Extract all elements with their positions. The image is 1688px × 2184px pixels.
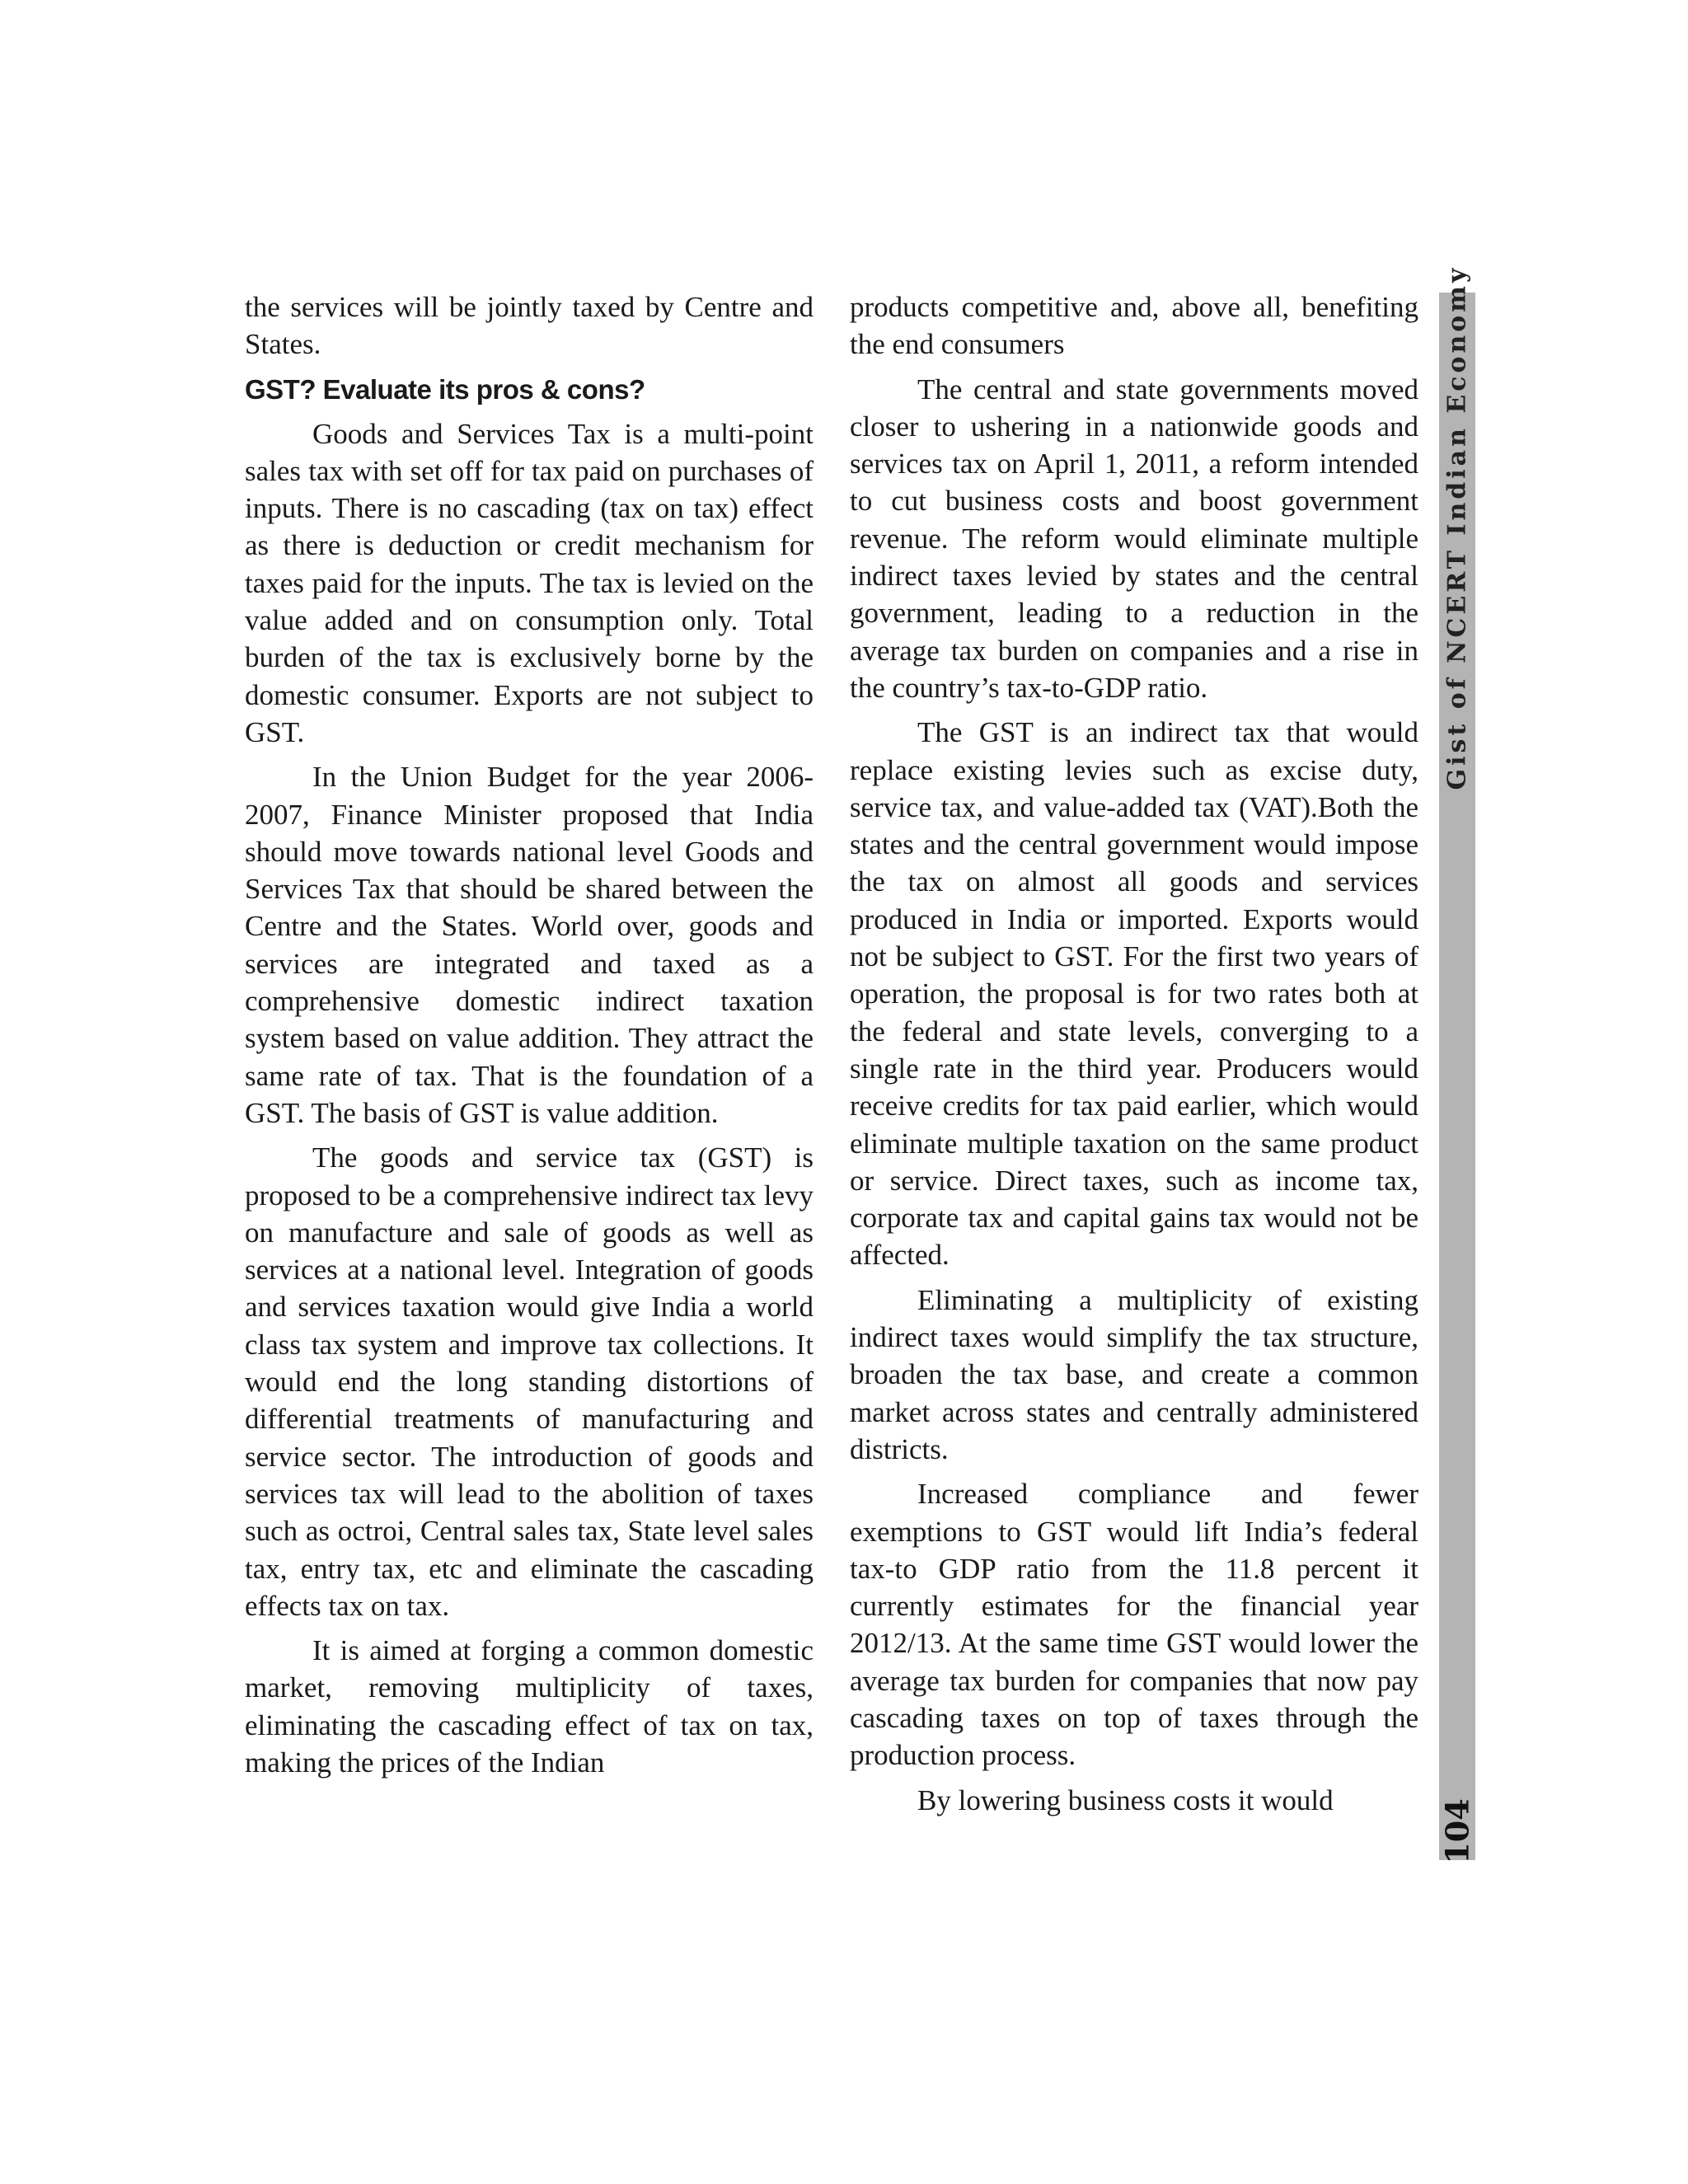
right-paragraph-5: By lowering business costs it would <box>917 1783 1334 1816</box>
left-paragraph-2: In the Union Budget for the year 2006-2007, Finance Minister proposed that India should move towards national level Goods and Services Tax that should be shared between the Centre and the States. World over, goods and services are integrated and taxed as a comprehensive domestic indirect taxation system based on value addition. They attract the same rate of tax. That is the foundation of a GST. The basis of GST is value addition. <box>245 761 814 1129</box>
left-paragraph-3: The goods and service tax (GST) is proposed to be a comprehensive indirect tax levy on manufacture and sale of goods as well as services at a national level. Integration of goods and services taxation would give India a world class tax system and improve tax collections. It would end the long standing distortions of differential treatments of manufacturing and service sector. The introduction of goods and services tax will lead to the abolition of taxes such as octroi, Central sales tax, State level sales tax, entry tax, etc and eliminate the cascading effects tax on tax. <box>245 1141 814 1622</box>
left-continuation-text: the services will be jointly taxed by Centre and States. <box>245 291 814 361</box>
right-paragraph-2: The GST is an indirect tax that would replace existing levies such as excise duty, service tax, and value-added tax (VAT).Both the states and the central government would impose the tax on almost all goods and services produced in India or imported. Exports would not be subject to GST. For the first two years of operation, the proposal is for two rates both at the federal and state levels, converging to a single rate in the third year. Producers would receive credits for tax paid earlier, which would eliminate multiple taxation on the same product or service. Direct taxes, such as income tax, corporate tax and capital gains tax would not be affected. <box>850 716 1418 1272</box>
right-continuation-text: products competitive and, above all, benefiting the end consumers <box>850 291 1418 361</box>
right-paragraph-4: Increased compliance and fewer exemptions to GST would lift India’s federal tax-to GDP ratio from the 11.8 percent it currently estimates for the financial year 2012/13. At the same time GST would lower the average tax burden for companies that now pay cascading taxes on top of taxes through the production process. <box>850 1478 1418 1772</box>
page-number: 104 <box>1438 1798 1476 1864</box>
running-book-title: Gist of NCERT Indian Economy <box>1442 265 1472 790</box>
left-paragraph-4: It is aimed at forging a common domestic market, removing multiplicity of taxes, eliminating the cascading effect of tax on tax, making the prices of the Indian <box>245 1634 814 1779</box>
right-column <box>850 288 1418 1826</box>
left-column <box>245 288 814 1788</box>
right-paragraph-1: The central and state governments moved closer to ushering in a nationwide goods and services tax on April 1, 2011, a reform intended to cut business costs and boost government revenue. The reform would eliminate multiple indirect taxes levied by states and the central government, leading to a reduction in the average tax burden on companies and a rise in the country’s tax-to-GDP ratio. <box>850 373 1418 704</box>
left-paragraph-1: Goods and Services Tax is a multi-point sales tax with set off for tax paid on purchases of inputs. There is no cascading (tax on tax) effect as there is deduction or credit mechanism for taxes paid for the inputs. The tax is levied on the value added and on consumption only. Total burden of the tax is exclusively borne by the domestic consumer. Exports are not subject to GST. <box>245 417 814 748</box>
section-heading: GST? Evaluate its pros & cons? <box>245 373 645 405</box>
right-paragraph-3: Eliminating a multiplicity of existing indirect taxes would simplify the tax structure, broaden the tax base, and create a common market across states and centrally administered districts. <box>850 1283 1418 1465</box>
